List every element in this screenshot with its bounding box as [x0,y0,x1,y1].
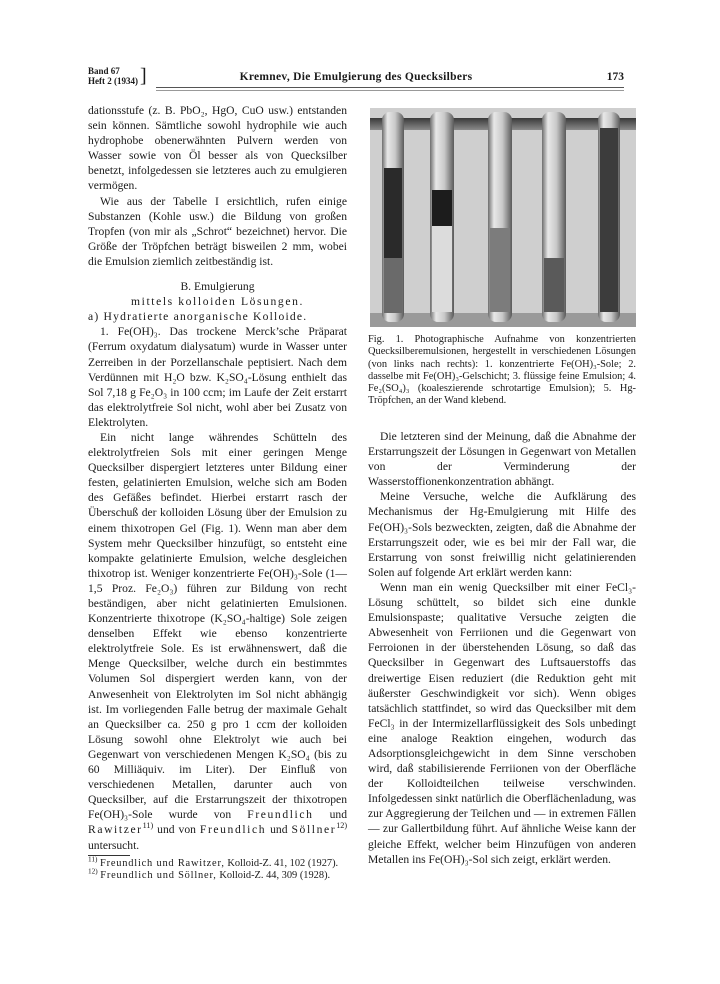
volume-line: Band 67 [88,66,120,76]
issue-line: Heft 2 (1934) [88,76,138,86]
running-title: Kremnev, Die Emulgierung des Quecksilbers [239,71,473,83]
section-heading-line: B. Emulgierung [180,280,255,294]
footnote-authors: Freundlich und Söllner, [100,870,217,882]
footnote-authors: Freundlich und Rawitzer, [100,857,225,869]
author-name: Freundlich [247,808,314,822]
footnote-citation: Kolloid-Z. 44, 309 (1928). [219,870,331,882]
paragraph [88,430,347,853]
author-name: Freundlich [199,823,267,837]
header-rule [156,87,624,88]
paragraph: dationsstufe (z. B. PbO₂, HgO, CuO usw.) entstanden sein können. Sämtliche sowohl hydrophile wie auch hydrophobe obenerwähnten Pulvern werden von Wasser sowie von Öl besser als von Quecksilber benetzt, infolgedessen sie letzteres auch zu emulgieren vermögen. [88,104,347,193]
subsection-heading: a) Hydratierte anorganische Kolloide. [88,310,308,324]
tube-3-emulsion [490,228,510,312]
paragraph: Wenn man ein wenig Quecksilber mit einer FeCl₃-Lösung schüttelt, so bildet sich eine dunkle Emulsionspaste; qualitative Versuche zeigten die Abwesenheit von Ferriionen und die Gegenwart von Ferroionen in der überstehenden Lösung, so daß das Quecksilber in Gegenwart des Luftsauerstoffs das dreiwertige Eisen reduziert (die Reduktion geht mit äußerster Geschwindigkeit vor sich). Wenn obiges tatsächlich stattfindet, so wird das Quecksilber mit dem FeCl₃ in der Intermizellarflüssigkeit des Sols unbedingt eine analoge Reaktion eingehen, wodurch das Adsorptionsgleichgewicht in dem Sinne verschoben wird, daß stabilisierende Ferriionen von der Oberfläche der Kolloidteilchen teilweise verschwinden. Infolgedessen sinkt natürlich die Oberflächenladung, was zur Aggregierung der Teilchen und — in extremen Fällen — zur Gallertbildung führt. Auf ähnliche Weise kann der gleiche Effekt, welcher beim Hinzufügen von anderen Metallen ins Fe(OH)₃-Sol sich zeigt, erklärt werden. [368,580,636,866]
footnote-ref[interactable]: 11) [142,821,154,831]
page-number: 173 [606,71,624,83]
footnote-citation: Kolloid-Z. 41, 102 (1927). [227,857,339,869]
paragraph: Wie aus der Tabelle I ersichtlich, rufen einige Substanzen (Kohle usw.) die Bildung von großen Tropfen (von mir als „Schrot“ bezeichnet) hervor. Die Größe der Tröpfchen beträgt bisweilen 2 mm, wobei die Emulsion ziemlich zeitbeständig ist. [88,194,347,268]
footnote [88,855,347,871]
footnote [88,867,347,883]
tube-1-contents [384,168,402,258]
figure-caption: Fig. 1. Photographische Aufnahme von konzentrierten Quecksilberemulsionen, hergestellt in verschiedenen Lösungen (von links nach rechts): 1. konzentrierte Fe(OH)₃-Sole; 2. dasselbe mit Fe(OH)₃-Gelschicht; 3. flüssige feine Emulsion; 4. Fe₂(SO₄)₃ (koaleszierende schrotartige Emulsion); 5. Hg-Tröpfchen, an der Wand klebend. [368,334,636,407]
paragraph-text: untersucht. [88,838,140,852]
header-rule-secondary [156,90,624,91]
tube-5-contents [600,128,618,312]
author-name: Rawitzer [88,823,143,837]
paragraph: Meine Versuche, welche die Aufklärung des Mechanismus der Hg-Emulgierung mit Hilfe des Fe(OH)₃-Sols bezweckten, zeigten, daß die Abnahme der Erstarrungszeit oder, wie es bei mir der Fall war, die Erstarrung von sonst freiwillig nicht gelatinierenden Solen auf folgende Art erklärt werden kann: [368,490,636,579]
footnote-mark: 11) [88,855,98,864]
left-column [88,103,347,883]
footnote-mark: 12) [88,867,98,876]
tube-2-contents [432,226,452,312]
header-bracket: ] [140,65,147,87]
paragraph: 1. Fe(OH)₃. Das trockene Merck’sche Präparat (Ferrum oxydatum dialysatum) wurde in Wasser unter Zerreiben in der Porzellanschale peptisiert. Nach dem Verdünnen mit H₂O bzw. K₂SO₄-Lösung enthielt das Sol 7,18 g Fe₂O₃ in 100 ccm; im Laufe der Zeit erstarrt das elektrolytfreie Sol nicht, wohl aber bei Zusatz von Elektrolyten. [88,325,347,429]
tube-2-gel-layer [432,190,452,226]
figure-photo [370,108,636,327]
section-heading-b [88,279,347,309]
right-column [368,429,636,867]
conjunction: und [329,808,347,822]
author-name: Söllner [291,823,337,837]
section-heading-line: mittels kolloiden Lösungen. [131,295,304,309]
paragraph: Die letzteren sind der Meinung, daß die Abnahme der Erstarrungszeit der Lösungen in Gegenwart von Metallen von der Verminderung der Wasserstoffionenkonzentration abhängt. [368,430,636,489]
test-tubes-illustration [370,108,636,327]
footnote-ref[interactable]: 12) [336,821,348,831]
tube-4-emulsion [544,258,564,312]
conjunction: und [270,823,288,837]
paragraph-text: Ein nicht lange währendes Schütteln des elektrolytfreien Sols mit einer geringen Menge Quecksilber dispergiert letzteres unter Bildung einer festen, gelatinierten Emulsion, welche sich am Boden des Gefäßes befindet. Hierbei erstarrt rasch der Überschuß der kolloiden Lösung über der Emulsion zu einem thixotropen Gel (Fig. 1). Wenn man aber dem System mehr Quecksilber hinzufügt, so entsteht eine kompakte gelatinierte Emulsion, welche desgleichen thixotrop ist. Weniger konzentrierte Fe(OH)₃-Sole (1—1,5 Proz. Fe₂O₃) führen zur Bildung von recht beständigen, aber nicht gelatinierten Emulsionen. Konzentrierte thixotrope (K₂SO₄-haltige) Sole zeigen denselben Effekt wie ebenso konzentrierte elektrolytfreie Sole. Es ist erwähnenswert, daß die Menge Quecksilber, welche durch ein bestimmtes Volumen Sol dispergiert werden kann, von der Anwesenheit von Elektrolyten im Sol nicht abhängig ist. Im vorliegenden Falle betrug der maximale Gehalt an Quecksilber ca. 250 g pro 1 ccm der kolloiden Lösung sowohl ohne Elektrolyt wie auch bei Gegenwart von verschiedenen Mengen K₂SO₄ (bis zu 60 Milliäquiv. im Liter). Der Einfluß von verschiedenen Metallen, darunter auch von Quecksilber, auf die Erstarrungszeit der thixotropen Fe(OH)₃-Sole wurde von [88,430,347,822]
conjunction: und von [157,823,196,837]
running-header [88,66,624,92]
tube-1-emulsion [384,258,402,313]
